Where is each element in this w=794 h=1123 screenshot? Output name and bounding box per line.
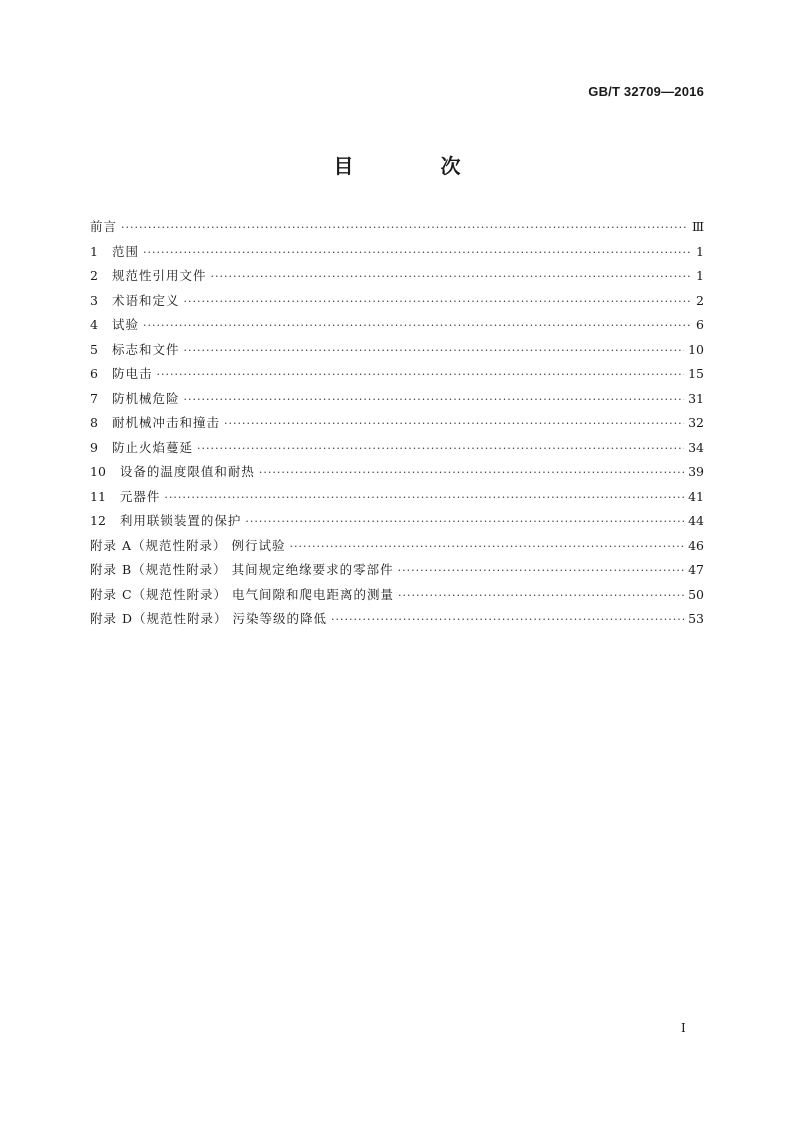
toc-entry-number: 10 — [90, 464, 106, 479]
toc-entry[interactable] — [90, 215, 704, 240]
dot-leader — [156, 363, 684, 388]
dot-leader — [183, 290, 690, 315]
toc-entry-label: 附录 B（规范性附录） 其间规定绝缘要求的零部件 — [90, 562, 394, 577]
dot-leader — [183, 388, 684, 413]
toc-entry[interactable] — [90, 534, 704, 559]
toc-entry-label: 附录 D（规范性附录） 污染等级的降低 — [90, 611, 327, 626]
dot-leader — [331, 608, 684, 633]
toc-entry-number: 11 — [90, 488, 106, 504]
toc-entry-page: 46 — [688, 537, 704, 553]
dot-leader — [121, 216, 688, 241]
toc-entry-page: 10 — [688, 341, 704, 357]
toc-entry-label: 防电击 — [111, 366, 153, 381]
toc-entry-label: 防止火焰蔓延 — [111, 439, 193, 455]
toc-entry-page: Ⅲ — [691, 219, 704, 234]
toc-entry-label: 设备的温度限值和耐热 — [119, 464, 255, 479]
toc-entry-page: 32 — [688, 415, 704, 430]
table-of-contents — [90, 215, 704, 632]
toc-entry-page: 1 — [696, 243, 704, 259]
toc-entry[interactable] — [90, 558, 704, 583]
toc-entry-number: 3 — [90, 292, 98, 308]
toc-entry-page: 39 — [688, 464, 704, 479]
toc-entry[interactable] — [90, 313, 704, 338]
toc-entry-label: 术语和定义 — [111, 292, 180, 308]
dot-leader — [197, 437, 684, 462]
toc-entry-label: 试验 — [111, 317, 139, 332]
dot-leader — [398, 559, 684, 584]
standard-code: GB/T 32709—2016 — [588, 84, 704, 99]
toc-entry-page: 41 — [688, 488, 704, 504]
toc-entry-label: 利用联锁装置的保护 — [119, 513, 242, 528]
toc-entry-page: 2 — [696, 292, 704, 308]
dot-leader — [224, 412, 684, 437]
toc-entry[interactable] — [90, 264, 704, 289]
dot-leader — [259, 461, 684, 486]
toc-entry-number: 12 — [90, 513, 106, 528]
toc-entry[interactable] — [90, 509, 704, 534]
dot-leader — [398, 584, 684, 609]
toc-entry-label: 规范性引用文件 — [111, 268, 207, 283]
dot-leader — [143, 314, 690, 339]
dot-leader — [210, 265, 690, 290]
toc-entry-number: 2 — [90, 268, 98, 283]
toc-entry-label: 前言 — [90, 219, 118, 234]
toc-entry-label: 元器件 — [119, 488, 161, 504]
toc-entry[interactable] — [90, 583, 704, 608]
toc-entry-page: 31 — [688, 390, 704, 406]
toc-entry[interactable] — [90, 460, 704, 485]
dot-leader — [183, 339, 684, 364]
toc-entry-number: 6 — [90, 366, 98, 381]
toc-entry-label: 附录 A（规范性附录） 例行试验 — [90, 537, 286, 553]
toc-entry-page: 6 — [696, 317, 704, 332]
toc-entry-label: 附录 C（规范性附录） 电气间隙和爬电距离的测量 — [90, 586, 395, 602]
toc-entry-page: 53 — [688, 611, 704, 626]
toc-entry[interactable] — [90, 387, 704, 412]
dot-leader — [289, 535, 684, 560]
toc-entry-number: 4 — [90, 317, 98, 332]
toc-entry-label: 标志和文件 — [111, 341, 180, 357]
toc-entry[interactable] — [90, 436, 704, 461]
toc-entry[interactable] — [90, 240, 704, 265]
toc-entry-page: 15 — [688, 366, 704, 381]
dot-leader — [143, 241, 690, 266]
dot-leader — [245, 510, 684, 535]
toc-entry-label: 耐机械冲击和撞击 — [111, 415, 220, 430]
toc-entry[interactable] — [90, 289, 704, 314]
toc-entry-number: 5 — [90, 341, 98, 357]
toc-entry-number: 1 — [90, 243, 98, 259]
toc-entry-label: 范围 — [111, 243, 139, 259]
toc-entry-number: 8 — [90, 415, 98, 430]
page-title: 目 次 — [333, 154, 501, 178]
toc-entry[interactable] — [90, 411, 704, 436]
toc-entry[interactable] — [90, 338, 704, 363]
toc-entry[interactable] — [90, 607, 704, 632]
toc-entry[interactable] — [90, 485, 704, 510]
page-number: I — [681, 1021, 686, 1035]
toc-entry-page: 34 — [688, 439, 704, 455]
toc-entry-label: 防机械危险 — [111, 390, 180, 406]
toc-entry-page: 1 — [696, 268, 704, 283]
toc-entry-number: 7 — [90, 390, 98, 406]
toc-entry[interactable] — [90, 362, 704, 387]
toc-entry-page: 50 — [688, 586, 704, 602]
toc-entry-page: 44 — [688, 513, 704, 528]
toc-entry-page: 47 — [688, 562, 704, 577]
toc-entry-number: 9 — [90, 439, 98, 455]
dot-leader — [164, 486, 684, 511]
